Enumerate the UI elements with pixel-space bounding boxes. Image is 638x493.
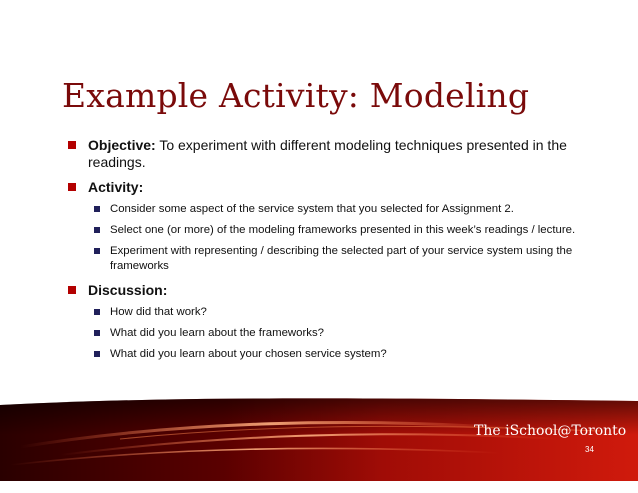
activity-item <box>62 223 602 238</box>
discussion-label: Discussion: <box>88 282 168 298</box>
slide-title: Example Activity: Modeling <box>62 76 530 115</box>
small-square-bullet-icon <box>94 330 100 336</box>
activity-label: Activity: <box>88 179 144 195</box>
objective-text: To experiment with different modeling techniques presented in the readings. <box>88 137 567 170</box>
slide-content <box>62 137 602 367</box>
small-square-bullet-icon <box>94 206 100 212</box>
bullet-activity <box>62 179 602 196</box>
square-bullet-icon <box>68 286 76 294</box>
small-square-bullet-icon <box>94 248 100 254</box>
discussion-item <box>62 326 602 341</box>
bullet-objective <box>62 137 602 171</box>
discussion-item-text: What did you learn about the frameworks? <box>110 327 325 339</box>
discussion-item-text: How did that work? <box>110 306 207 318</box>
discussion-item-text: What did you learn about your chosen service system? <box>110 348 387 360</box>
discussion-item <box>62 347 602 362</box>
small-square-bullet-icon <box>94 227 100 233</box>
square-bullet-icon <box>68 141 76 149</box>
discussion-item <box>62 305 602 320</box>
activity-item-text: Experiment with representing / describing the selected part of your service system using the frameworks <box>110 245 573 272</box>
footer-banner-graphic <box>0 395 638 493</box>
activity-item-text: Select one (or more) of the modeling frameworks presented in this week’s readings / lecture. <box>110 224 576 236</box>
bullet-discussion <box>62 282 602 299</box>
activity-item-text: Consider some aspect of the service system that you selected for Assignment 2. <box>110 203 514 215</box>
activity-item <box>62 244 602 274</box>
page-number: 34 <box>585 445 594 454</box>
institution-logo-text: The iSchool@Toronto <box>474 423 627 439</box>
objective-label: Objective: <box>88 137 156 153</box>
small-square-bullet-icon <box>94 309 100 315</box>
square-bullet-icon <box>68 183 76 191</box>
small-square-bullet-icon <box>94 351 100 357</box>
activity-item <box>62 202 602 217</box>
